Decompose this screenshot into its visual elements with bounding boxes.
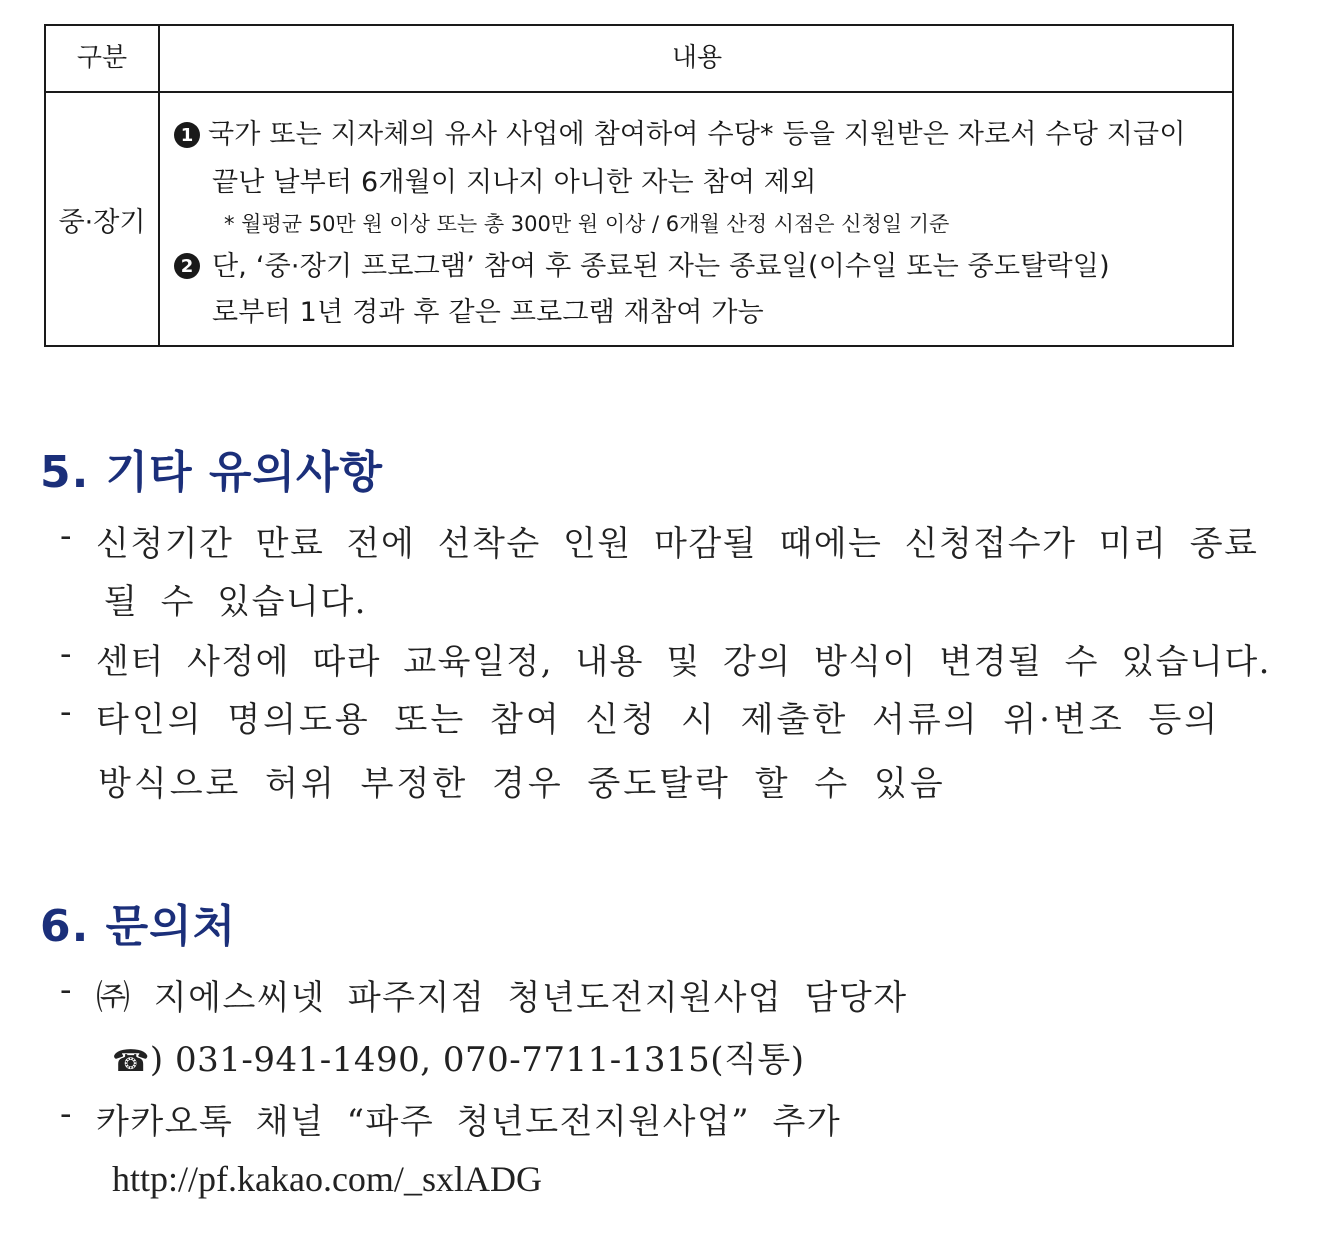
bullet-dash: - bbox=[60, 1094, 72, 1134]
note-3-line1: 타인의 명의도용 또는 참여 신청 시 제출한 서류의 위·변조 등의 bbox=[96, 700, 1221, 740]
note-1-line1: 신청기간 만료 전에 선착순 인원 마감될 때에는 신청접수가 미리 종료 bbox=[96, 524, 1259, 564]
note-2: 센터 사정에 따라 교육일정, 내용 및 강의 방식이 변경될 수 있습니다. bbox=[96, 642, 1271, 682]
note-1-line2: 될 수 있습니다. bbox=[104, 582, 367, 622]
contact-company: ㈜ 지에스씨넷 파주지점 청년도전지원사업 담당자 bbox=[96, 978, 908, 1018]
section-6-title: 6. 문의처 bbox=[40, 901, 237, 952]
number-badge-2: 2 bbox=[174, 253, 200, 279]
contact-phone-line bbox=[112, 1032, 805, 1081]
header-content: 내용 bbox=[671, 43, 723, 73]
contact-kakao: 카카오톡 채널 “파주 청년도전지원사업” 추가 bbox=[96, 1102, 842, 1142]
bullet-dash: - bbox=[60, 634, 72, 674]
number-badge-1: 1 bbox=[174, 122, 200, 148]
section-5-title: 5. 기타 유의사항 bbox=[40, 447, 383, 498]
note-3-line2: 방식으로 허위 부정한 경우 중도탈락 할 수 있음 bbox=[98, 764, 946, 804]
kakao-channel-link[interactable]: http://pf.kakao.com/_sxlADG bbox=[112, 1159, 542, 1199]
item1-line2: 끝난 날부터 6개월이 지나지 아니한 자는 참여 제외 bbox=[212, 167, 817, 198]
item1-line1: 국가 또는 지자체의 유사 사업에 참여하여 수당* 등을 지원받은 자로서 수당 지급이 bbox=[208, 119, 1186, 150]
item2-line1: 단, ‘중·장기 프로그램’ 참여 후 종료된 자는 종료일(이수일 또는 중도탈락일) bbox=[212, 251, 1110, 282]
table-header-row bbox=[46, 26, 1232, 93]
bullet-dash: - bbox=[60, 970, 72, 1010]
category-cell: 중·장기 bbox=[58, 206, 146, 238]
contact-phone: ) 031-941-1490, 070-7711-1315(직통) bbox=[149, 1040, 805, 1080]
telephone-icon: ☎ bbox=[112, 1044, 150, 1079]
bullet-dash: - bbox=[60, 516, 72, 556]
eligibility-table bbox=[44, 24, 1234, 347]
header-category: 구분 bbox=[76, 43, 128, 73]
item2-line2: 로부터 1년 경과 후 같은 프로그램 재참여 가능 bbox=[212, 297, 764, 328]
footnote: * 월평균 50만 원 이상 또는 총 300만 원 이상 / 6개월 산정 시점은 신청일 기준 bbox=[224, 212, 950, 236]
bullet-dash: - bbox=[60, 692, 72, 732]
